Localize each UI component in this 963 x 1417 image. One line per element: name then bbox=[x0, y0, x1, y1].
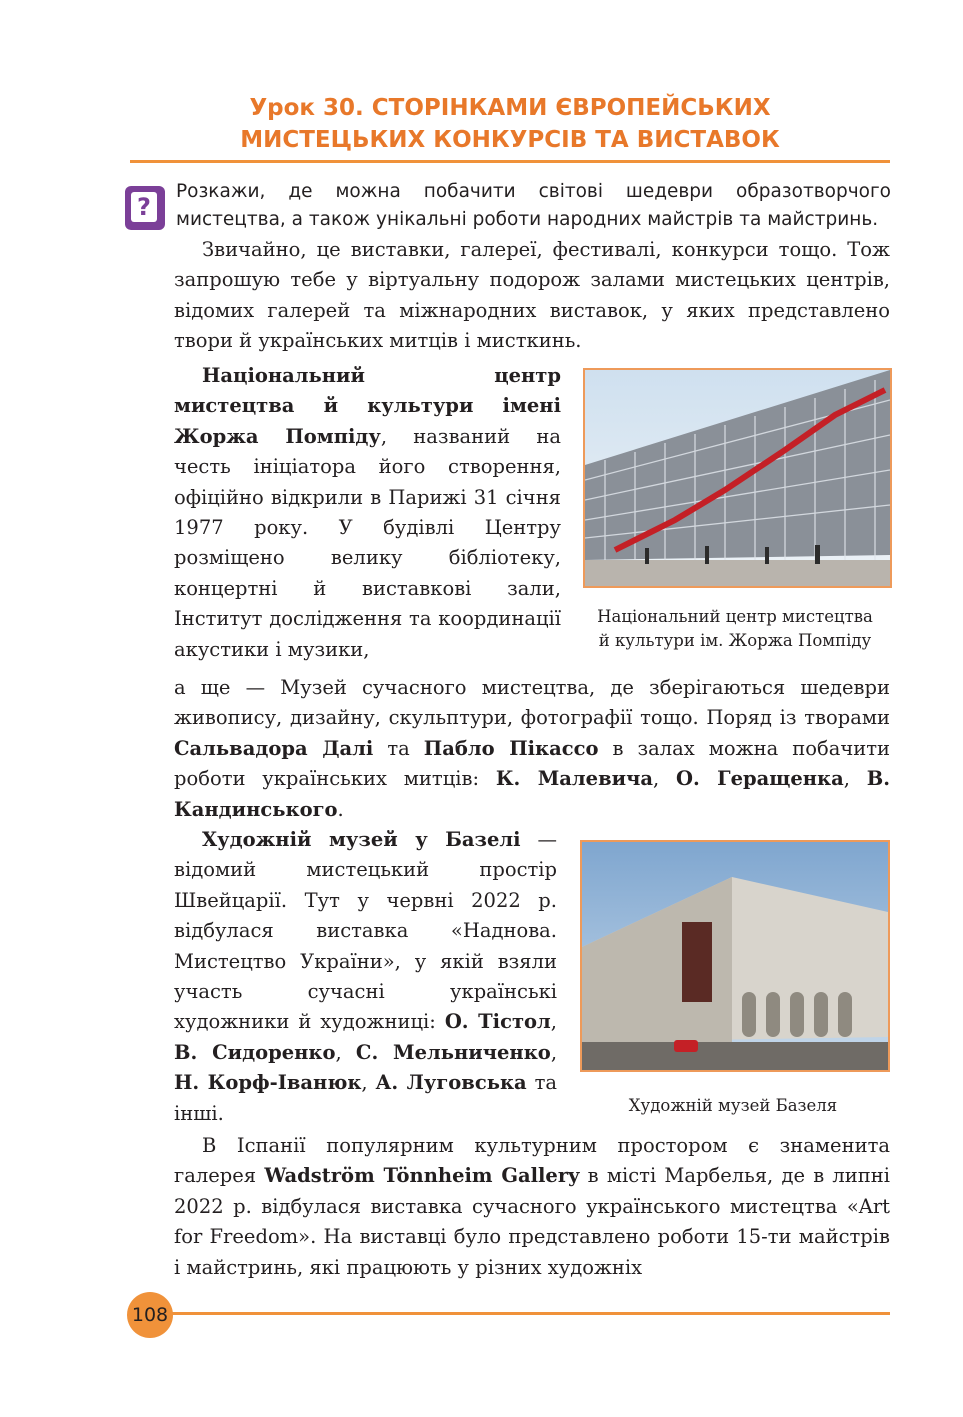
lesson-title bbox=[130, 92, 890, 156]
footer-divider bbox=[130, 1312, 890, 1315]
question-mark-icon bbox=[125, 186, 165, 230]
title-divider bbox=[130, 160, 890, 163]
lesson-title-line1: Урок 30. СТОРІНКАМИ ЄВРОПЕЙСЬКИХ bbox=[249, 95, 771, 121]
artist-herashchenko: О. Геращенка bbox=[675, 767, 844, 791]
basel-museum-image bbox=[582, 842, 888, 1070]
gallery-name: Wadström Tönnheim Gallery bbox=[264, 1164, 580, 1188]
pompidou-text-3: в залах можна побачити роботи українських митців: bbox=[174, 736, 891, 791]
pompidou-caption-line2: й культури ім. Жоржа Помпіду bbox=[598, 631, 872, 650]
basel-name: Художній музей у Базелі bbox=[202, 828, 521, 851]
pompidou-continuation: а ще — Музей сучасного мистецтва, де зберігаються шедеври живопису, дизайну, скульптури, фотографії тощо. Поряд із творами Сальвадора Далі та Пабло Пікассо в залах можна побачити роботи українських митців: К. Малевича, О. Геращенка, В. Кандинського. bbox=[174, 676, 891, 821]
artist-melnychenko: С. Мельниченко bbox=[355, 1040, 551, 1064]
question-text: Розкажи, де можна побачити світові шедеври образотворчого мистецтва, а також унікальні роботи народних майстрів та майстринь. bbox=[176, 181, 891, 230]
pompidou-text-2: а ще — Музей сучасного мистецтва, де зберігаються шедеври живопису, дизайну, скульптури, фотографії тощо. Поряд із творами bbox=[174, 676, 890, 730]
pompidou-paragraph bbox=[174, 361, 561, 665]
basel-text-1: — відомий мистецький простір Швейцарії. Тут у червні 2022 р. відбулася виставка «Наднова. Мистецтво України», у якій взяли участь сучасні українські художники й художниці: bbox=[174, 828, 557, 1034]
and-word: та bbox=[387, 736, 410, 760]
artist-picasso: Пабло Пікассо bbox=[423, 736, 599, 760]
artist-malevych: К. Малевича bbox=[495, 767, 653, 791]
pompidou-photo bbox=[583, 368, 892, 588]
artist-kandinsky: В. Кандинського bbox=[174, 767, 890, 821]
artist-tistol: О. Тістол bbox=[444, 1010, 551, 1034]
spain-paragraph bbox=[174, 1131, 890, 1283]
basel-paragraph: Художній музей у Базелі — відомий мистецький простір Швейцарії. Тут у червні 2022 р. відбулася виставка «Наднова. Мистецтво України», у якій взяли участь сучасні українські художники й художниці: О. Тістол, В. Сидоренко, С. Мельниченко, Н. Корф-Іванюк, А. Луговська та інші. bbox=[174, 828, 558, 1125]
pompidou-text-1: , названий на честь ініціатора його створення, офіційно відкрили в Парижі 31 січня 1977 року. У будівлі Центру розміщено велику бібліотеку, концертні й виставкові зали, Інститут дослідження та координації акустики і музики, bbox=[174, 424, 562, 661]
pompidou-name: Національний центр мистецтва й культури імені Жоржа Помпіду bbox=[174, 364, 561, 448]
pompidou-building-image bbox=[585, 370, 890, 586]
artist-sydorenko: В. Сидоренко bbox=[174, 1040, 336, 1064]
pompidou-caption-line1: Національний центр мистецтва bbox=[597, 607, 873, 626]
artist-luhovska: А. Луговська bbox=[375, 1071, 527, 1095]
page-number-badge: 108 bbox=[127, 1292, 173, 1338]
lesson-title-line2: МИСТЕЦЬКИХ КОНКУРСІВ ТА ВИСТАВОК bbox=[240, 127, 780, 153]
basel-tail: та інші. bbox=[174, 1071, 557, 1125]
artist-dali: Сальвадора Далі bbox=[174, 736, 374, 760]
pompidou-caption bbox=[578, 605, 892, 653]
question-mark-glyph: ? bbox=[131, 192, 157, 222]
spain-text-1: В Іспанії популярним культурним простором є знаменита галерея bbox=[174, 1134, 890, 1188]
artist-korf-ivaniuk: Н. Корф-Іванюк bbox=[174, 1071, 362, 1095]
spain-text-2: в місті Марбелья, де в липні 2022 р. відбулася виставка сучасного українського мистецтва «Art for Freedom». На виставці було представлено роботи 15-ти майстрів і майстринь, які працюють у різних художніх bbox=[174, 1164, 891, 1279]
basel-photo bbox=[580, 840, 890, 1072]
basel-caption: Художній музей Базеля bbox=[628, 1096, 838, 1115]
intro-paragraph: Звичайно, це виставки, галереї, фестивалі, конкурси тощо. Тож запрошую тебе у віртуальну подорож залами мистецьких центрів, відомих галерей та міжнародних виставок, у яких представлено твори й українських митців і мисткинь. bbox=[174, 238, 890, 353]
